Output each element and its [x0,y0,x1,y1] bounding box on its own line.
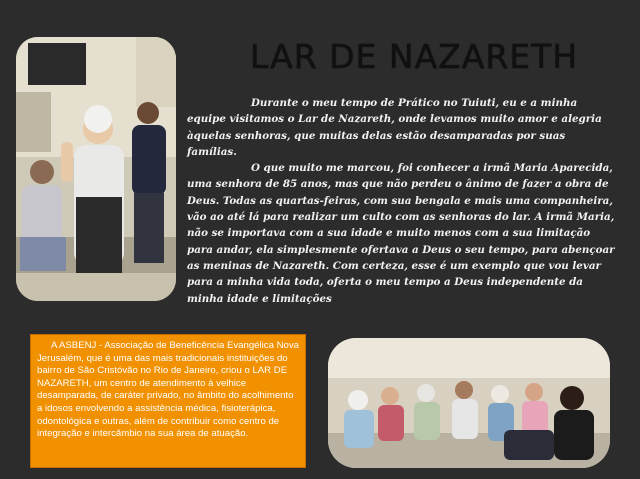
asbenj-info-box [30,334,306,468]
story-text [187,95,617,307]
story-paragraph-1 [187,95,617,160]
story-paragraph-1-text: Durante o meu tempo de Prático no Tuiuti, eu e a minha equipe visitamos o Lar de Nazareth, onde levamos muito amor e alegria àquelas senhoras, que muitas delas estão desamparadas por suas famílias. [187,97,602,158]
page-title: LAR DE NAZARETH [250,37,579,76]
photo-group-service [328,338,610,468]
photo-women-visit-image [16,37,176,301]
photo-women-visit [16,37,176,301]
asbenj-info-text: A ASBENJ - Associação de Beneficência Evangélica Nova Jerusalém, que é uma das mais tradicionais instituições do bairro de São Cristóvão no Rio de Janeiro, criou o LAR DE NAZARETH, um centro de atendimento à velhice desamparada, de caráter privado, no âmbito do acolhimento a idosos envolvendo a assistência médica, fisioterápica, odontológica e outras, além de contribuir como centro de integração e intercâmbio na sua área de atuação. [37,340,299,440]
story-paragraph-2 [187,160,617,307]
photo-group-service-image [328,338,610,468]
story-paragraph-2-text: O que muito me marcou, foi conhecer a irmã Maria Aparecida, uma senhora de 85 anos, mas que não perdeu o ânimo de fazer a obra de Deus. Todas as quartas-feiras, com sua bengala e mais uma companheira, vão ao até lá para realizar um culto com as senhoras do lar. A irmã Maria, não se importava com a sua idade e muito menos com a sua limitação para andar, ela simplesmente ofertava a Deus o seu tempo, para abençoar as meninas de Nazareth. Com certeza, esse é um exemplo que vou levar para a minha vida toda, oferta o meu tempo a Deus independente da minha idade e limitações [187,162,615,305]
